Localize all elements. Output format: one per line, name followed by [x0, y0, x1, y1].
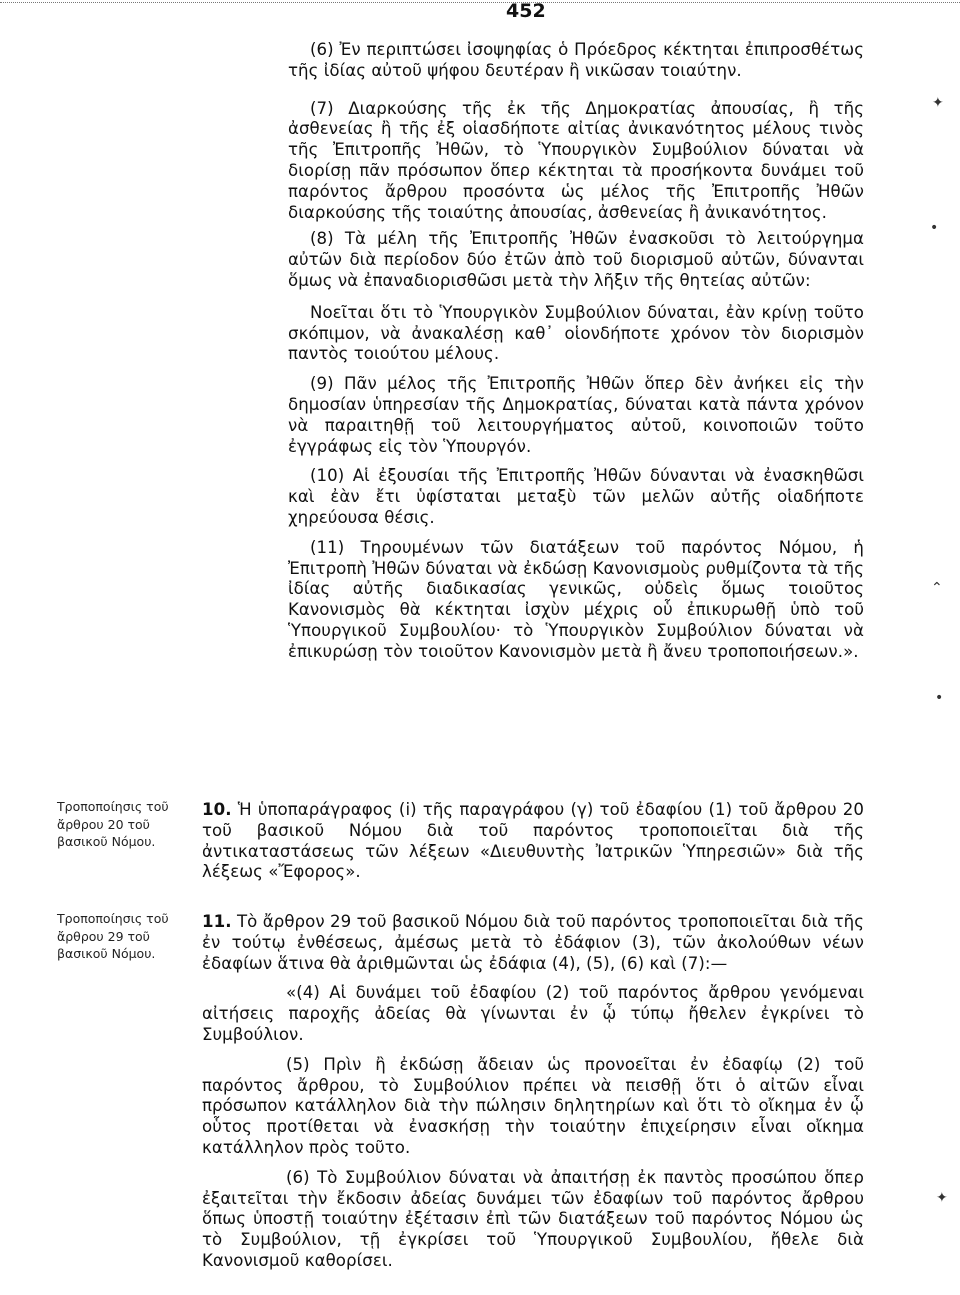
- margin-mark-3: ⌃: [931, 580, 943, 596]
- page-number: 452: [506, 0, 546, 22]
- margin-mark-2: •: [930, 220, 939, 236]
- main-text-column: [288, 40, 864, 663]
- paragraph-9: (9) Πᾶν μέλος τῆς Ἐπιτροπῆς Ἠθῶν ὅπερ δὲν ἀνήκει εἰς τὴν δημοσίαν ὑπηρεσίαν τῆς Δημοκρατίας, δύναται κατὰ πάντα χρόνον νὰ παραιτηθῇ τοῦ λειτουργήματος αὐτοῦ, κοινοποιῶν τοῦτο ἐγγράφως εἰς τὸν Ὑπουργόν.: [288, 374, 864, 456]
- section-10-number: 10.: [202, 800, 232, 819]
- paragraph-8: (8) Τὰ μέλη τῆς Ἐπιτροπῆς Ἠθῶν ἐνασκοῦσι τὸ λειτούργημα αὐτῶν διὰ περίοδον δύο ἐτῶν ἀπὸ τοῦ διορισμοῦ αὐτῶν, δύνανται ὅμως νὰ ἐπαναδιορισθῶσι μετὰ τὴν λῆξιν τῆς θητείας αὐτῶν:: [288, 229, 864, 290]
- paragraph-10: (10) Αἱ ἐξουσίαι τῆς Ἐπιτροπῆς Ἠθῶν δύνανται νὰ ἐνασκηθῶσι καὶ ἐὰν ἔτι ὑφίσταται μεταξὺ τῶν μελῶν αὐτῆς οἱαδήποτε χηρεύουσα θέσις.: [288, 466, 864, 527]
- paragraph-6: (6) Ἐν περιπτώσει ἰσοψηφίας ὁ Πρόεδρος κέκτηται ἐπιπροσθέτως τῆς ἰδίας αὐτοῦ ψήφου δευτέραν ἢ νικῶσαν τοιαύτην.: [288, 40, 864, 80]
- section-11-body: [202, 912, 864, 974]
- subsection-4: «(4) Αἱ δυνάμει τοῦ ἐδαφίου (2) τοῦ παρόντος ἄρθρου γενόμεναι αἰτήσεις παροχῆς ἀδείας θὰ γίνωνται ἐν ᾧ τύπῳ ἤθελεν ἐγκρίνει τὸ Συμβούλιον.: [202, 983, 864, 1044]
- subsection-5: (5) Πρὶν ἢ ἐκδώσῃ ἄδειαν ὡς προνοεῖται ἐν ἐδαφίῳ (2) τοῦ παρόντος ἄρθρου, τὸ Συμβούλιον πρέπει νὰ πεισθῇ ὅτι ὁ αἰτῶν εἶναι πρόσωπον κατάλληλον διὰ τὴν πώλησιν δηλητηρίων καὶ ὅτι τὸ οἴκημα ἐν ᾧ οὗτος προτίθεται νὰ ἐνασκήσῃ τὴν τοιαύτην ἐπιχείρησιν εἶναι οἴκημα κατάλληλον πρὸς τοῦτο.: [202, 1054, 864, 1157]
- section-10: [202, 800, 864, 883]
- paragraph-11: (11) Τηρουμένων τῶν διατάξεων τοῦ παρόντος Νόμου, ἡ Ἐπιτροπὴ Ἠθῶν δύναται νὰ ἐκδώσῃ Κανονισμοὺς ρυθμίζοντα τὰ τῆς ἰδίας αὐτῆς διαδικασίας γενικῶς, οὐδεὶς ὅμως τοιοῦτος Κανονισμὸς θὰ κέκτηται ἰσχὺν μέχρις οὗ ἐπικυρωθῇ ὑπὸ τοῦ Ὑπουργικοῦ Συμβουλίου· τὸ Ὑπουργικὸν Συμβούλιον δύναται νὰ ἐπικυρώσῃ τὸν τοιοῦτον Κανονισμὸν μετὰ ἢ ἄνευ τροποποιήσεων.».: [288, 537, 864, 661]
- section-11-number: 11.: [202, 912, 232, 931]
- margin-mark-1: ✦: [932, 95, 944, 111]
- margin-note-section-10: Τροποποίησις τοῦ ἄρθρου 20 τοῦ βασικοῦ Νόμου.: [57, 799, 169, 850]
- section-10-text: Ἡ ὑποπαράγραφος (i) τῆς παραγράφου (γ) τοῦ ἐδαφίου (1) τοῦ ἄρθρου 20 τοῦ βασικοῦ Νόμου διὰ τοῦ παρόντος τροποποιεῖται διὰ τῆς ἀντικαταστάσεως τῶν λέξεων «Διευθυντὴς Ἰατρικῶν Ὑπηρεσιῶν» διὰ τῆς λέξεως «Ἔφορος».: [202, 800, 865, 882]
- section-11-text: Τὸ ἄρθρον 29 τοῦ βασικοῦ Νόμου διὰ τοῦ παρόντος τροποποιεῖται διὰ τῆς ἐν τούτῳ ἐνθέσεως, ἀμέσως μετὰ τὸ ἐδάφιον (3), τῶν ἀκολούθων νέων ἐδαφίων ἅτινα θὰ ἀριθμῶνται ὡς ἐδάφια (4), (5), (6) καὶ (7):—: [202, 912, 865, 973]
- paragraph-7: (7) Διαρκούσης τῆς ἐκ τῆς Δημοκρατίας ἀπουσίας, ἢ τῆς ἀσθενείας ἢ τῆς ἐξ οἱασδήποτε αἰτίας ἀνικανότητος μέλους τινὸς τῆς Ἐπιτροπῆς Ἠθῶν, τὸ Ὑπουργικὸν Συμβούλιον δύναται νὰ διορίσῃ πᾶν πρόσωπον ὅπερ κέκτηται τὰ προσήκοντα δυνάμει τοῦ παρόντος ἄρθρου προσόντα ὡς μέλος τῆς Ἐπιτροπῆς Ἠθῶν διαρκούσης τῆς τοιαύτης ἀπουσίας, ἀσθενείας ἢ ἀνικανότητος.: [288, 98, 864, 222]
- margin-note-section-11: Τροποποίησις τοῦ ἄρθρου 29 τοῦ βασικοῦ Νόμου.: [57, 911, 169, 962]
- top-rule: [0, 2, 960, 3]
- margin-mark-5: ✦: [936, 1190, 948, 1206]
- section-10-body: [202, 800, 864, 883]
- section-11: [202, 912, 864, 1272]
- subsection-6: (6) Τὸ Συμβούλιον δύναται νὰ ἀπαιτήσῃ ἐκ παντὸς προσώπου ὅπερ ἐξαιτεῖται τὴν ἔκδοσιν ἀδείας δυνάμει τῶν ἐδαφίων τοῦ παρόντος ἄρθρου ὅπως ὑποστῇ τοιαύτην ἐξέτασιν ἐπὶ τῶν διατάξεων τοῦ παρόντος Νόμου ὡς τὸ Συμβούλιον, τῇ ἐγκρίσει τοῦ Ὑπουργικοῦ Συμβουλίου, ἤθελε διὰ Κανονισμοῦ καθορίσει.: [202, 1167, 864, 1270]
- paragraph-8-proviso: Νοεῖται ὅτι τὸ Ὑπουργικὸν Συμβούλιον δύναται, ἐὰν κρίνῃ τοῦτο σκόπιμον, νὰ ἀνακαλέσῃ καθ᾽ οἱονδήποτε χρόνον τὸν διορισμὸν παντὸς τοιούτου μέλους.: [288, 302, 864, 364]
- margin-mark-4: •: [935, 690, 944, 706]
